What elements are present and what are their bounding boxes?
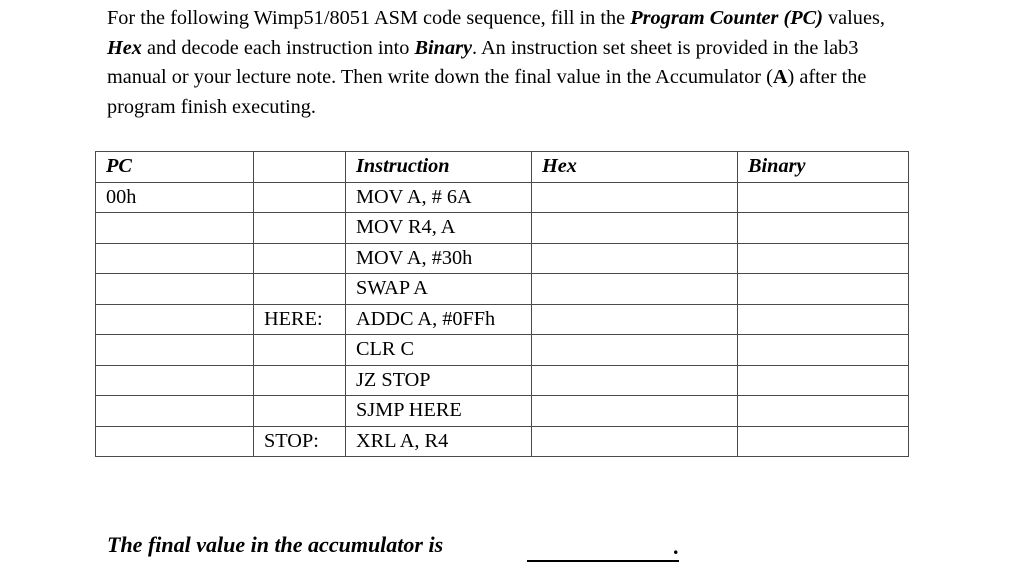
binary-cell[interactable] (738, 365, 909, 396)
instructions-text-2: values, (822, 7, 885, 29)
instructions-hex-term: Hex (107, 36, 142, 59)
instructions-pc-term: Program Counter (PC) (630, 7, 823, 29)
hex-cell[interactable] (532, 335, 738, 366)
table-row (96, 396, 909, 427)
header-label (254, 152, 346, 183)
pc-cell[interactable] (96, 335, 254, 366)
header-pc: PC (96, 152, 254, 183)
binary-cell[interactable] (738, 182, 909, 213)
final-answer-blank[interactable] (527, 560, 679, 562)
pc-cell[interactable] (96, 396, 254, 427)
instruction-cell: MOV A, # 6A (346, 182, 532, 213)
table-row (96, 243, 909, 274)
hex-cell[interactable] (532, 304, 738, 335)
binary-cell[interactable] (738, 396, 909, 427)
label-cell (254, 274, 346, 305)
instructions-text-5: ) after the program finish executing. (107, 66, 867, 118)
table-row (96, 335, 909, 366)
instruction-cell: CLR C (346, 335, 532, 366)
label-cell (254, 335, 346, 366)
hex-cell[interactable] (532, 182, 738, 213)
label-cell (254, 213, 346, 244)
table-row (96, 304, 909, 335)
hex-cell[interactable] (532, 243, 738, 274)
asm-code-table (95, 151, 909, 457)
pc-cell[interactable] (96, 213, 254, 244)
label-cell (254, 243, 346, 274)
instructions-text-4: . An instruction set sheet is provided in the lab3 manual or your lecture note. Then write down the final value in the Accumulator ( (107, 36, 859, 89)
pc-cell[interactable]: 00h (96, 182, 254, 213)
hex-cell[interactable] (532, 213, 738, 244)
hex-cell[interactable] (532, 426, 738, 457)
header-binary: Binary (738, 152, 909, 183)
instruction-cell: XRL A, R4 (346, 426, 532, 457)
hex-cell[interactable] (532, 396, 738, 427)
label-cell (254, 365, 346, 396)
instructions-text-3: and decode each instruction into (141, 36, 415, 59)
table-row (96, 213, 909, 244)
instruction-cell: ADDC A, #0FFh (346, 304, 532, 335)
binary-cell[interactable] (738, 274, 909, 305)
label-cell: HERE: (254, 304, 346, 335)
table-header-row (96, 152, 909, 183)
binary-cell[interactable] (738, 213, 909, 244)
binary-cell[interactable] (738, 335, 909, 366)
table-row (96, 274, 909, 305)
pc-cell[interactable] (96, 365, 254, 396)
hex-cell[interactable] (532, 365, 738, 396)
pc-cell[interactable] (96, 304, 254, 335)
header-hex: Hex (532, 152, 738, 183)
instruction-cell: JZ STOP (346, 365, 532, 396)
pc-cell[interactable] (96, 243, 254, 274)
instruction-cell: MOV A, #30h (346, 243, 532, 274)
instructions-paragraph (107, 4, 907, 122)
instructions-a-term: A (772, 66, 788, 89)
label-cell: STOP: (254, 426, 346, 457)
final-answer-prompt: The final value in the accumulator is (107, 532, 444, 557)
final-answer-period: . (673, 534, 679, 559)
label-cell (254, 396, 346, 427)
instructions-text-1: For the following Wimp51/8051 ASM code sequence, fill in the (107, 7, 631, 29)
instruction-cell: SWAP A (346, 274, 532, 305)
binary-cell[interactable] (738, 243, 909, 274)
hex-cell[interactable] (532, 274, 738, 305)
instruction-cell: SJMP HERE (346, 396, 532, 427)
table-row (96, 426, 909, 457)
table-row (96, 365, 909, 396)
pc-cell[interactable] (96, 426, 254, 457)
label-cell (254, 182, 346, 213)
instructions-binary-term: Binary (414, 36, 472, 59)
pc-cell[interactable] (96, 274, 254, 305)
header-instruction: Instruction (346, 152, 532, 183)
binary-cell[interactable] (738, 304, 909, 335)
binary-cell[interactable] (738, 426, 909, 457)
table-row (96, 182, 909, 213)
instruction-cell: MOV R4, A (346, 213, 532, 244)
